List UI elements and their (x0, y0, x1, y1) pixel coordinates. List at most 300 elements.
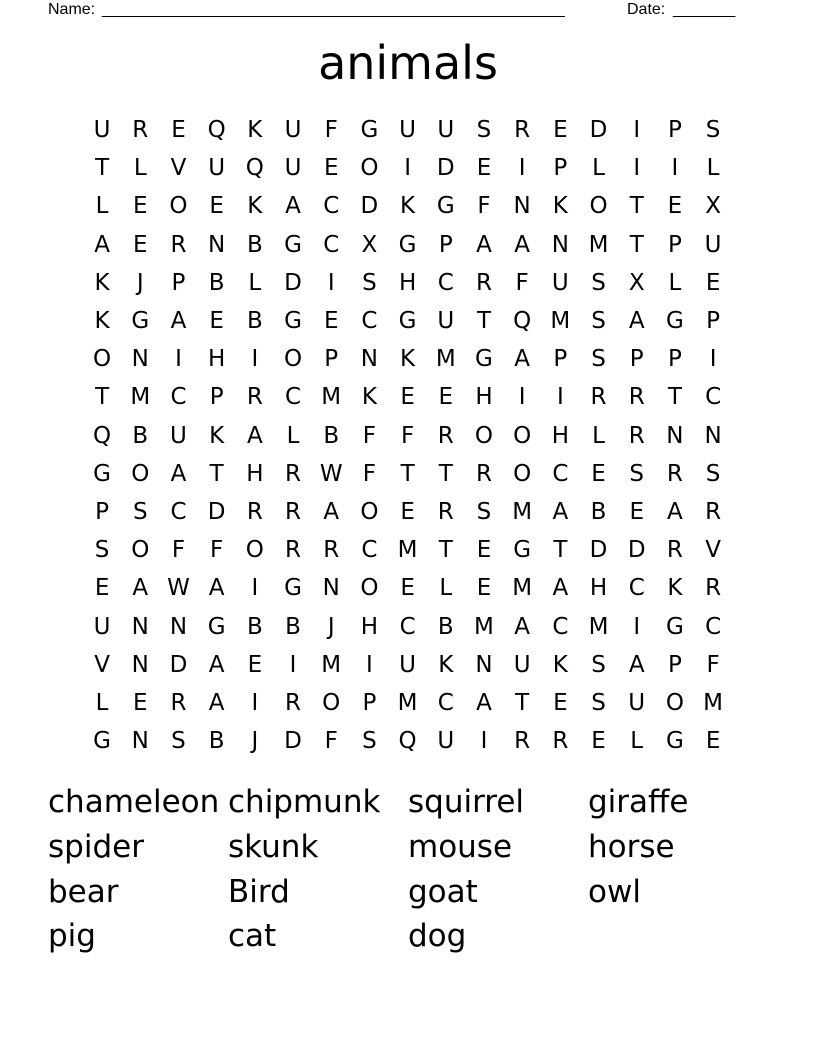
grid-letter: R (475, 460, 492, 487)
grid-letter: N (551, 231, 569, 258)
grid-letter: B (285, 613, 301, 640)
word-list-item: horse (588, 829, 675, 866)
grid-letter: K (247, 117, 263, 144)
grid-letter: U (93, 613, 111, 640)
grid-letter: A (628, 308, 645, 335)
grid-letter: N (208, 231, 226, 258)
grid-letter: P (209, 384, 224, 411)
word-list-item: spider (48, 829, 144, 866)
grid-letter: K (94, 269, 110, 296)
grid-letter: S (476, 498, 492, 525)
grid-letter: I (251, 689, 259, 716)
grid-letter: G (284, 231, 302, 258)
grid-letter: C (285, 384, 302, 411)
grid-letter: T (629, 231, 644, 258)
grid-letter: I (480, 728, 488, 755)
grid-letter: E (171, 117, 186, 144)
grid-letter: G (665, 613, 684, 640)
grid-letter: C (437, 269, 454, 296)
grid-letter: T (95, 155, 110, 182)
grid-letter: A (170, 460, 187, 487)
grid-letter: A (323, 498, 340, 525)
grid-letter: A (628, 651, 645, 678)
grid-letter: R (285, 689, 302, 716)
grid-letter: I (556, 384, 564, 411)
grid-letter: M (321, 651, 342, 678)
grid-letter: O (245, 537, 264, 564)
grid-letter: R (705, 498, 722, 525)
grid-letter: C (437, 689, 454, 716)
grid-letter: D (169, 651, 188, 678)
grid-letter: F (324, 117, 338, 144)
grid-letter: P (171, 269, 186, 296)
grid-letter: O (322, 689, 341, 716)
grid-letter: T (95, 384, 110, 411)
grid-letter: S (705, 460, 721, 487)
grid-letter: X (705, 193, 721, 220)
grid-letter: V (705, 537, 721, 564)
grid-letter: A (476, 689, 492, 716)
grid-letter: E (629, 498, 644, 525)
grid-letter: S (591, 346, 606, 373)
grid-letter: H (398, 269, 417, 296)
grid-letter: F (706, 651, 720, 678)
word-list-item: goat (408, 873, 478, 910)
grid-letter: N (513, 193, 531, 220)
grid-letter: T (400, 460, 415, 487)
grid-letter: L (286, 422, 300, 449)
grid-letter: N (322, 575, 340, 602)
grid-letter: R (132, 117, 149, 144)
grid-letter: I (327, 269, 335, 296)
grid-letter: D (360, 193, 379, 220)
grid-letter: E (705, 269, 721, 296)
grid-letter: B (590, 498, 607, 525)
grid-letter: B (246, 308, 263, 335)
grid-letter: P (95, 498, 110, 525)
grid-letter: T (553, 537, 568, 564)
grid-letter: K (552, 651, 568, 678)
grid-letter: F (362, 422, 377, 449)
grid-letter: E (133, 231, 148, 258)
grid-letter: L (95, 193, 109, 220)
grid-letter: C (628, 575, 645, 602)
grid-letter: K (94, 308, 110, 335)
grid-letter: G (93, 460, 111, 487)
grid-letter: S (132, 498, 148, 525)
grid-letter: C (323, 231, 340, 258)
grid-letter: T (515, 689, 530, 716)
grid-letter: O (513, 460, 532, 487)
grid-letter: M (550, 308, 571, 335)
grid-letter: V (94, 651, 110, 678)
word-search-grid (83, 111, 732, 760)
grid-letter: K (667, 575, 683, 602)
grid-letter: F (210, 537, 224, 564)
grid-letter: R (246, 384, 263, 411)
grid-letter: L (592, 422, 605, 449)
grid-letter: J (251, 728, 259, 755)
grid-letter: B (208, 269, 225, 296)
grid-letter: E (209, 193, 224, 220)
grid-letter: A (476, 231, 492, 258)
grid-letter: U (437, 308, 455, 335)
name-label: Name: (48, 1, 96, 18)
grid-letter: A (667, 498, 683, 525)
grid-letter: A (132, 575, 149, 602)
grid-letter: E (400, 575, 415, 602)
grid-letter: E (705, 728, 721, 755)
grid-letter: E (209, 308, 224, 335)
grid-letter: R (552, 728, 569, 755)
grid-letter: U (513, 651, 531, 678)
grid-letter: B (132, 422, 149, 449)
word-list-item: squirrel (408, 784, 525, 821)
grid-letter: S (362, 728, 377, 755)
grid-letter: I (709, 346, 717, 373)
grid-letter: I (251, 575, 259, 602)
grid-letter: O (283, 346, 303, 373)
grid-letter: U (704, 231, 722, 258)
grid-letter: P (667, 346, 682, 373)
grid-letter: U (437, 117, 455, 144)
grid-letter: O (589, 193, 608, 220)
grid-letter: C (361, 308, 378, 335)
grid-letter: M (512, 575, 533, 602)
date-label: Date: (627, 1, 666, 18)
grid-letter: C (170, 384, 187, 411)
grid-letter: T (476, 308, 491, 335)
grid-letter: G (513, 537, 532, 564)
grid-letter: M (321, 384, 342, 411)
word-list-item: mouse (408, 829, 513, 866)
grid-letter: U (208, 155, 226, 182)
word-list-item: chameleon (48, 784, 220, 821)
grid-letter: C (705, 613, 722, 640)
grid-letter: R (285, 460, 302, 487)
grid-letter: F (171, 537, 186, 564)
grid-letter: P (438, 231, 453, 258)
grid-letter: T (629, 193, 644, 220)
grid-letter: F (515, 269, 529, 296)
grid-letter: A (285, 193, 301, 220)
grid-letter: O (360, 155, 379, 182)
grid-letter: R (514, 728, 531, 755)
grid-letter: R (628, 384, 645, 411)
word-list-item: chipmunk (228, 784, 381, 821)
grid-letter: U (437, 728, 455, 755)
grid-letter: K (247, 193, 263, 220)
grid-letter: A (170, 308, 187, 335)
grid-letter: R (437, 422, 454, 449)
grid-letter: A (552, 498, 569, 525)
grid-letter: M (588, 613, 609, 640)
grid-letter: N (666, 422, 684, 449)
grid-letter: Q (93, 422, 112, 449)
grid-letter: D (207, 498, 226, 525)
grid-letter: N (360, 346, 379, 373)
word-list-item: owl (588, 873, 641, 910)
name-blank-line: ____________________________________________________ (102, 1, 565, 18)
grid-letter: X (361, 231, 378, 258)
grid-letter: C (552, 613, 569, 640)
grid-letter: I (251, 346, 259, 373)
grid-letter: L (630, 728, 644, 755)
grid-letter: G (284, 575, 302, 602)
grid-letter: H (360, 613, 379, 640)
grid-letter: A (208, 689, 225, 716)
grid-letter: N (475, 651, 493, 678)
grid-letter: K (209, 422, 225, 449)
grid-letter: K (361, 384, 377, 411)
grid-letter: E (476, 575, 492, 602)
word-list-item: pig (48, 918, 96, 955)
grid-letter: T (667, 384, 682, 411)
grid-letter: B (437, 613, 454, 640)
word-list-item: Bird (228, 873, 290, 910)
grid-letter: M (703, 689, 724, 716)
grid-letter: T (438, 460, 453, 487)
grid-letter: N (131, 728, 149, 755)
grid-letter: V (170, 155, 187, 182)
grid-letter: P (553, 346, 568, 373)
grid-letter: R (285, 537, 302, 564)
grid-letter: E (323, 308, 339, 335)
grid-letter: S (705, 117, 721, 144)
grid-letter: P (362, 689, 377, 716)
grid-letter: B (323, 422, 340, 449)
grid-letter: I (175, 346, 182, 373)
grid-letter: O (360, 498, 379, 525)
grid-letter: K (400, 346, 416, 373)
grid-letter: C (170, 498, 187, 525)
grid-letter: U (551, 269, 569, 296)
grid-letter: J (136, 269, 144, 296)
grid-letter: J (327, 613, 335, 640)
grid-letter: H (551, 422, 569, 449)
grid-letter: Q (245, 155, 264, 182)
grid-letter: L (248, 269, 262, 296)
grid-letter: I (518, 384, 526, 411)
word-list-item: skunk (228, 829, 319, 866)
grid-letter: C (705, 384, 722, 411)
grid-letter: R (170, 231, 187, 258)
grid-letter: M (588, 231, 609, 258)
grid-letter: S (94, 537, 110, 564)
grid-letter: S (591, 689, 606, 716)
grid-letter: I (518, 155, 526, 182)
grid-letter: U (284, 155, 302, 182)
grid-letter: N (131, 651, 149, 678)
grid-letter: R (246, 498, 263, 525)
grid-letter: A (514, 346, 531, 373)
grid-letter: K (438, 651, 454, 678)
word-list-item: giraffe (588, 784, 689, 821)
grid-letter: H (246, 460, 264, 487)
grid-letter: D (284, 728, 302, 755)
grid-letter: R (475, 269, 492, 296)
grid-letter: S (476, 117, 492, 144)
grid-letter: R (590, 384, 607, 411)
grid-letter: M (435, 346, 456, 373)
grid-letter: A (246, 422, 263, 449)
grid-letter: M (397, 537, 418, 564)
grid-letter: R (666, 537, 683, 564)
word-list (48, 780, 768, 959)
grid-letter: M (474, 613, 494, 640)
grid-letter: R (437, 498, 454, 525)
grid-letter: U (399, 651, 417, 678)
word-list-item: dog (408, 918, 467, 955)
grid-letter: E (438, 384, 454, 411)
grid-letter: A (94, 231, 110, 258)
grid-letter: P (629, 346, 644, 373)
grid-letter: O (131, 537, 150, 564)
grid-letter: I (633, 117, 641, 144)
grid-letter: Q (207, 117, 226, 144)
grid-letter: U (399, 117, 417, 144)
grid-letter: E (476, 537, 492, 564)
grid-letter: U (93, 117, 111, 144)
grid-letter: S (171, 728, 186, 755)
grid-letter: R (170, 689, 187, 716)
grid-letter: C (323, 193, 340, 220)
grid-letter: N (131, 346, 149, 373)
grid-letter: I (289, 651, 297, 678)
grid-letter: B (246, 231, 263, 258)
grid-letter: O (513, 422, 532, 449)
grid-letter: F (400, 422, 415, 449)
grid-letter: R (666, 460, 683, 487)
grid-letter: G (475, 346, 493, 373)
grid-letter: M (512, 498, 533, 525)
grid-letter: I (404, 155, 411, 182)
grid-letter: A (208, 651, 225, 678)
grid-letter: G (665, 308, 684, 335)
grid-letter: A (208, 575, 225, 602)
grid-letter: U (284, 117, 302, 144)
grid-letter: E (400, 498, 415, 525)
word-list-item: bear (48, 873, 119, 910)
grid-letter: S (591, 651, 606, 678)
grid-letter: D (284, 269, 302, 296)
grid-letter: H (475, 384, 493, 411)
grid-letter: Q (398, 728, 417, 755)
grid-letter: T (438, 537, 453, 564)
grid-letter: E (323, 155, 339, 182)
grid-letter: L (592, 155, 605, 182)
grid-letter: A (514, 613, 531, 640)
grid-letter: N (704, 422, 722, 449)
grid-letter: N (169, 613, 188, 640)
grid-letter: E (553, 689, 568, 716)
grid-letter: B (208, 728, 225, 755)
grid-letter: E (591, 728, 606, 755)
grid-letter: K (400, 193, 416, 220)
grid-letter: I (633, 155, 641, 182)
grid-letter: M (397, 689, 418, 716)
grid-letter: D (436, 155, 455, 182)
grid-letter: E (667, 193, 683, 220)
grid-letter: P (667, 231, 682, 258)
grid-letter: O (131, 460, 150, 487)
grid-letter: F (477, 193, 491, 220)
grid-letter: W (167, 575, 190, 602)
grid-letter: E (94, 575, 110, 602)
grid-letter: P (667, 117, 682, 144)
grid-letter: A (514, 231, 531, 258)
header-line (48, 0, 748, 20)
grid-letter: A (552, 575, 569, 602)
grid-letter: C (399, 613, 416, 640)
grid-letter: G (398, 231, 417, 258)
grid-letter: E (400, 384, 415, 411)
grid-letter: G (93, 728, 111, 755)
grid-letter: G (284, 308, 302, 335)
grid-letter: L (706, 155, 720, 182)
grid-letter: O (169, 193, 188, 220)
grid-letter: O (665, 689, 684, 716)
grid-letter: G (665, 728, 684, 755)
grid-letter: L (668, 269, 682, 296)
grid-letter: L (439, 575, 453, 602)
grid-letter: R (705, 575, 722, 602)
grid-letter: B (246, 613, 263, 640)
grid-letter: R (323, 537, 340, 564)
grid-letter: C (552, 460, 569, 487)
grid-letter: E (133, 193, 148, 220)
grid-letter: L (95, 689, 109, 716)
grid-letter: I (633, 613, 641, 640)
grid-letter: G (207, 613, 226, 640)
grid-letter: E (591, 460, 606, 487)
date-blank-line: _______ (673, 1, 736, 18)
grid-letter: G (131, 308, 150, 335)
grid-letter: S (591, 269, 606, 296)
grid-letter: L (133, 155, 147, 182)
grid-letter: P (706, 308, 721, 335)
grid-letter: G (398, 308, 417, 335)
grid-letter: W (319, 460, 343, 487)
grid-letter: S (362, 269, 377, 296)
page-title: animals (318, 36, 498, 90)
grid-letter: X (628, 269, 645, 296)
grid-letter: P (553, 155, 568, 182)
grid-letter: K (552, 193, 568, 220)
grid-letter: C (361, 537, 378, 564)
word-list-item: cat (228, 918, 277, 955)
grid-letter: D (589, 537, 608, 564)
grid-letter: I (366, 651, 373, 678)
grid-letter: E (133, 689, 148, 716)
grid-letter: E (553, 117, 568, 144)
grid-letter: H (589, 575, 608, 602)
grid-letter: G (360, 117, 379, 144)
grid-letter: T (209, 460, 224, 487)
grid-letter: P (667, 651, 682, 678)
grid-letter: M (130, 384, 151, 411)
grid-letter: R (628, 422, 645, 449)
grid-letter: F (362, 460, 377, 487)
grid-letter: R (285, 498, 302, 525)
grid-letter: E (247, 651, 263, 678)
grid-letter: R (514, 117, 531, 144)
grid-letter: S (591, 308, 606, 335)
grid-letter: U (170, 422, 187, 449)
grid-letter: D (589, 117, 608, 144)
grid-letter: D (627, 537, 646, 564)
grid-letter: F (324, 728, 338, 755)
